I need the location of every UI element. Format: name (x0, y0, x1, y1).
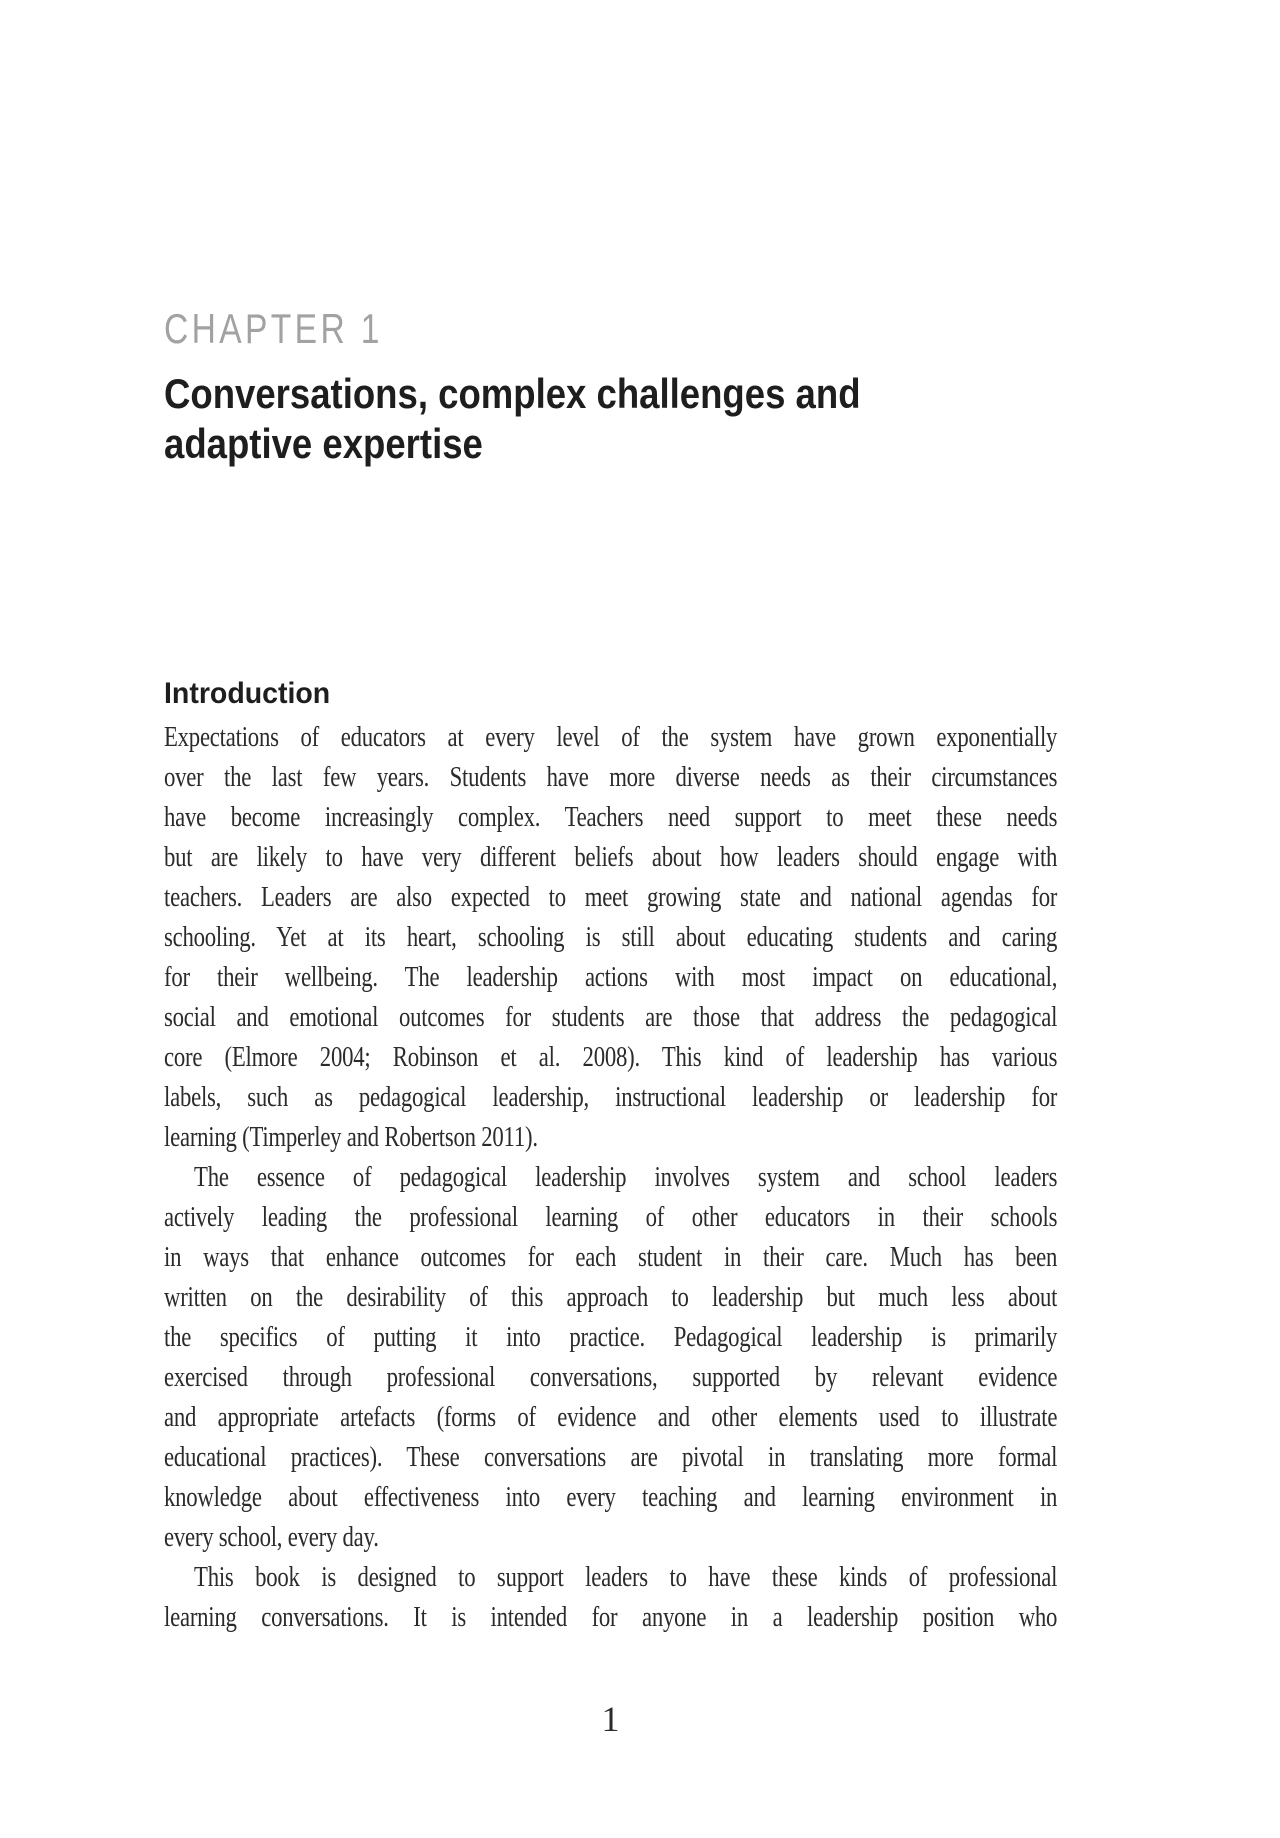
body-line: schooling. Yet at its heart, schooling is still about educating students and caring (164, 922, 1058, 953)
body-line: every school, every day. (164, 1522, 379, 1553)
page-number: 1 (601, 1699, 620, 1739)
body-line: over the last few years. Students have more diverse needs as their circumstances (164, 762, 1058, 793)
body-line: exercised through professional conversations, supported by relevant evidence (164, 1362, 1058, 1393)
body-line: The essence of pedagogical leadership involves system and school leaders (194, 1162, 1058, 1193)
body-line: but are likely to have very different beliefs about how leaders should engage with (164, 842, 1058, 873)
chapter-title-line2: adaptive expertise (164, 420, 483, 467)
chapter-label: CHAPTER 1 (164, 305, 383, 352)
body-line: educational practices). These conversations are pivotal in translating more formal (164, 1442, 1058, 1473)
body-line: written on the desirability of this approach to leadership but much less about (164, 1282, 1058, 1313)
body-text (164, 718, 1057, 1638)
body-line: Expectations of educators at every level of the system have grown exponentially (164, 722, 1058, 753)
chapter-title (164, 369, 861, 469)
body-line: labels, such as pedagogical leadership, instructional leadership or leadership for (164, 1082, 1058, 1113)
body-line: have become increasingly complex. Teachers need support to meet these needs (164, 802, 1058, 833)
chapter-title-line1: Conversations, complex challenges and (164, 370, 861, 417)
body-line: the specifics of putting it into practice. Pedagogical leadership is primarily (164, 1322, 1058, 1353)
body-line: social and emotional outcomes for students are those that address the pedagogical (164, 1002, 1058, 1033)
section-heading: Introduction (164, 677, 331, 710)
body-line: This book is designed to support leaders to have these kinds of professional (194, 1562, 1058, 1593)
body-line: core (Elmore 2004; Robinson et al. 2008). This kind of leadership has various (164, 1042, 1058, 1073)
body-line: and appropriate artefacts (forms of evidence and other elements used to illustrate (164, 1402, 1058, 1433)
body-line: for their wellbeing. The leadership actions with most impact on educational, (164, 962, 1058, 993)
body-line: in ways that enhance outcomes for each student in their care. Much has been (164, 1242, 1058, 1273)
body-line: learning conversations. It is intended for anyone in a leadership position who (164, 1602, 1058, 1633)
body-line: actively leading the professional learning of other educators in their schools (164, 1202, 1058, 1233)
body-line: learning (Timperley and Robertson 2011). (164, 1122, 538, 1153)
body-line: knowledge about effectiveness into every teaching and learning environment in (164, 1482, 1058, 1513)
body-line: teachers. Leaders are also expected to meet growing state and national agendas for (164, 882, 1058, 913)
